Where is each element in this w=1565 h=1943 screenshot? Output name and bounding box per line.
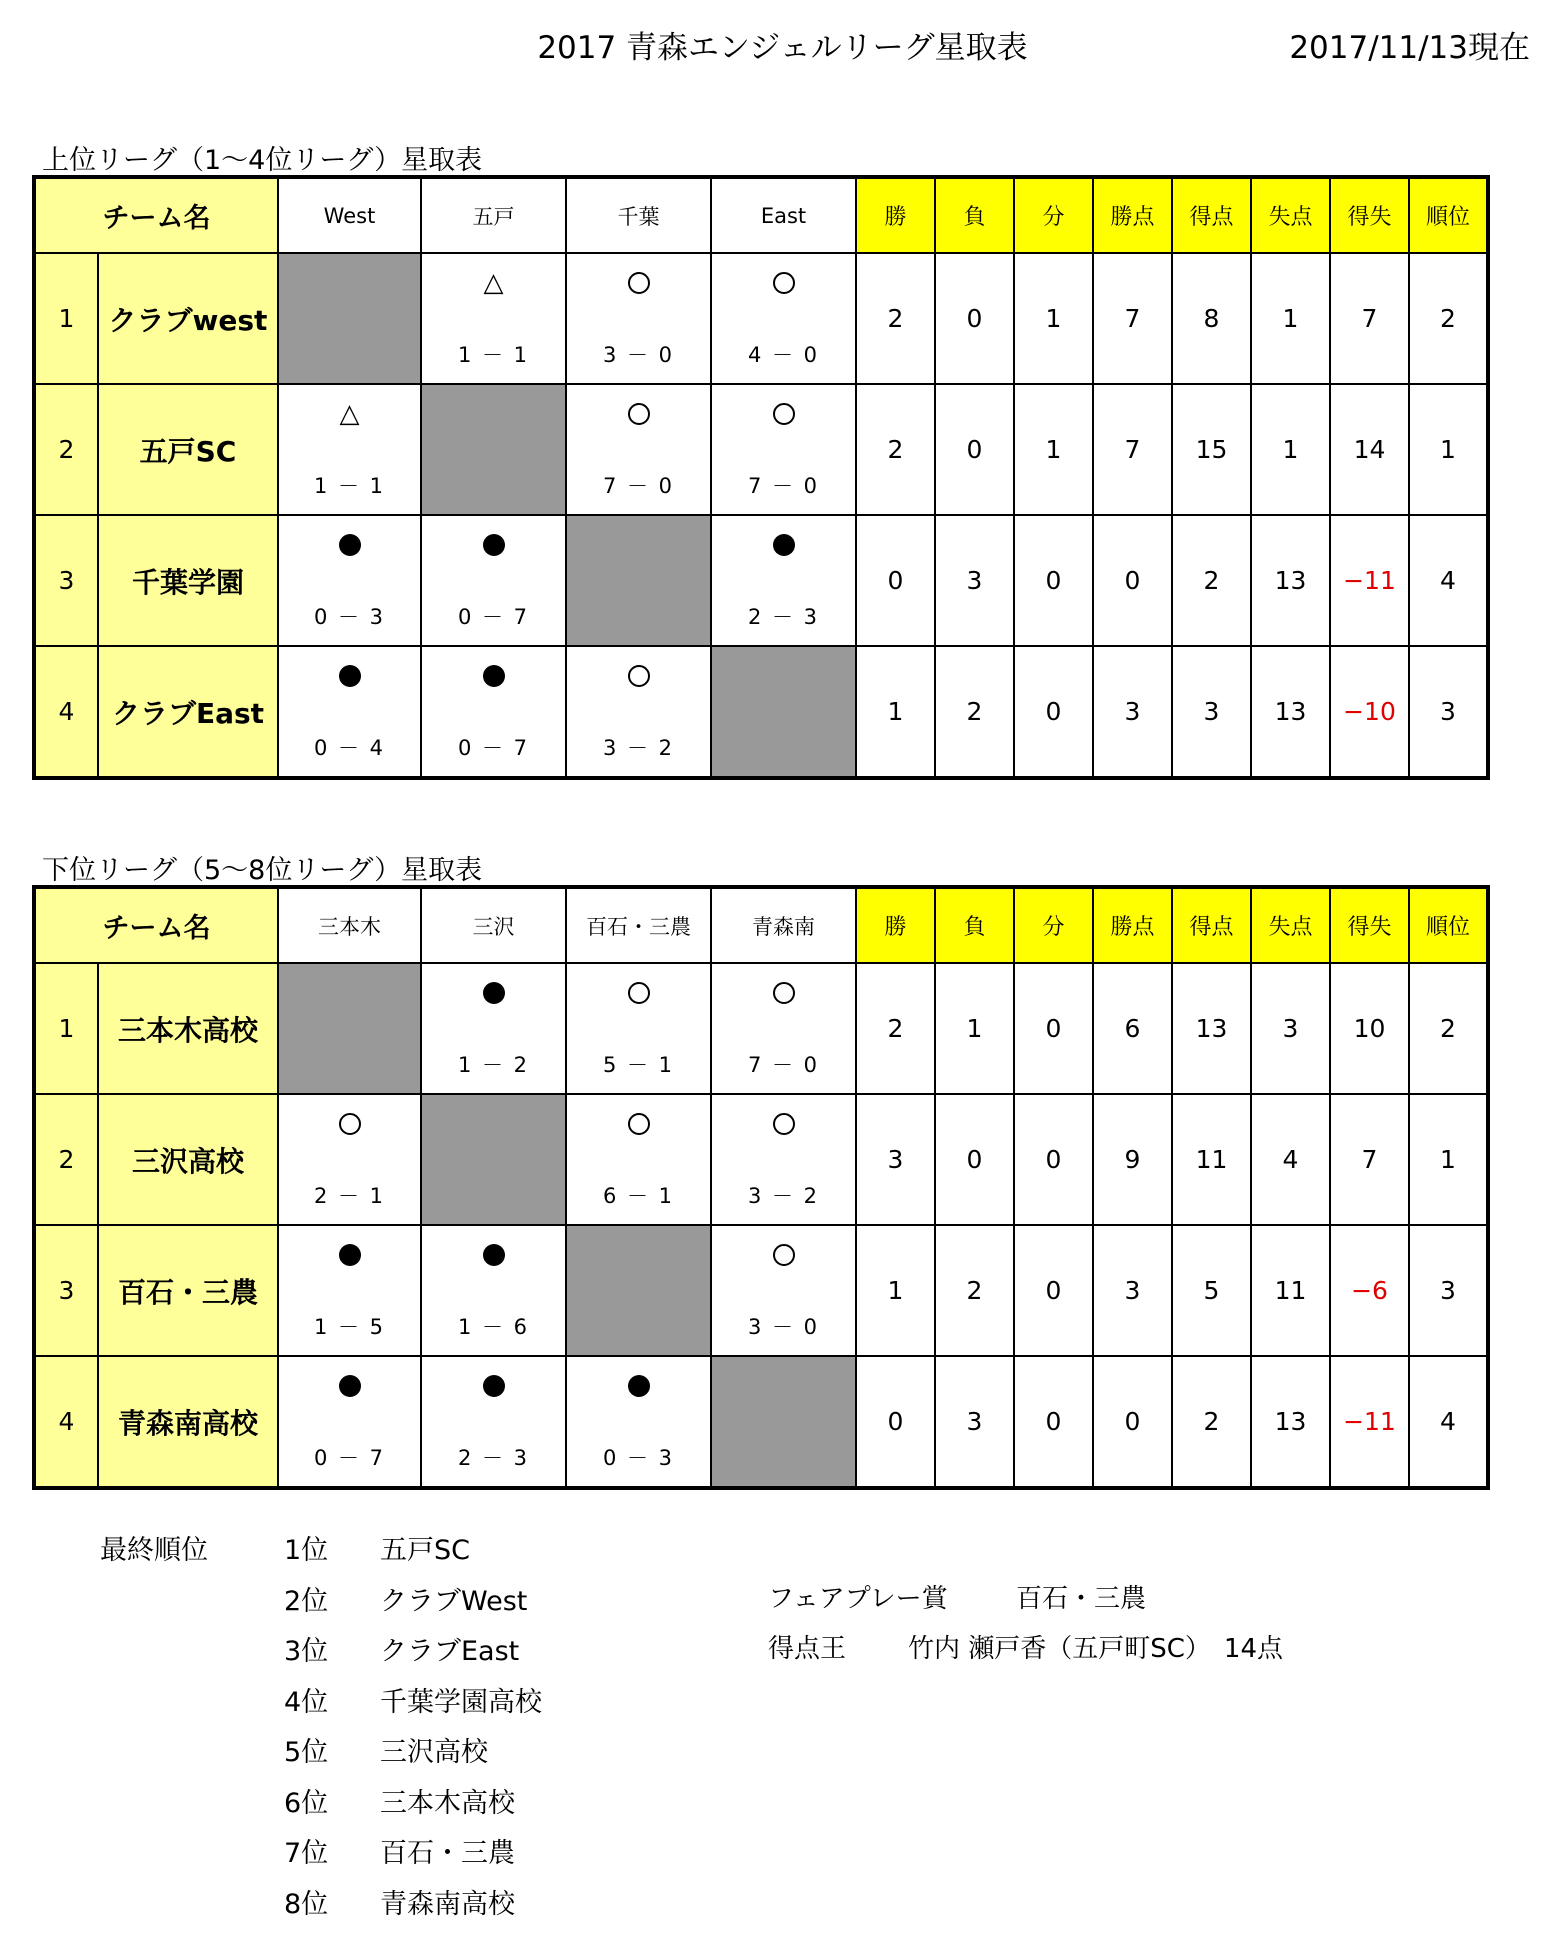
- stat-value: 0: [1093, 515, 1172, 646]
- stat-value: 2: [1409, 963, 1488, 1094]
- match-score: 2 － 1: [313, 1184, 386, 1208]
- stat-value: 0: [935, 1094, 1014, 1225]
- rank-position: 3位: [284, 1636, 329, 1667]
- match-score: 0 － 7: [457, 605, 530, 629]
- fairplay-label: フェアプレー賞: [768, 1584, 948, 1614]
- stat-value: 1: [856, 646, 935, 778]
- match-score: 3 － 0: [747, 1315, 820, 1339]
- team-number: 3: [34, 515, 98, 646]
- win-mark-icon: [279, 1109, 420, 1139]
- match-score: 0 － 3: [313, 605, 386, 629]
- stat-value: 1: [1251, 384, 1330, 515]
- final-ranking-list: [284, 1528, 542, 1932]
- stat-value: 4: [1251, 1094, 1330, 1225]
- list-item: [284, 1579, 542, 1630]
- stat-column-header: 失点: [1251, 177, 1330, 253]
- stat-value: 3: [1093, 1225, 1172, 1356]
- stat-column-header: 分: [1014, 177, 1093, 253]
- draw-mark-icon: [422, 268, 565, 298]
- match-cell: [711, 963, 856, 1094]
- table-row: [34, 963, 1488, 1094]
- match-cell: [421, 253, 566, 384]
- stat-value: 1: [1014, 253, 1093, 384]
- self-match-cell: [566, 1225, 711, 1356]
- page-title: 2017 青森エンジェルリーグ星取表: [537, 30, 1028, 66]
- win-mark-icon: [567, 268, 710, 298]
- team-name: クラブEast: [98, 646, 278, 778]
- team-number: 4: [34, 1356, 98, 1488]
- match-score: 3 － 2: [747, 1184, 820, 1208]
- stat-value: 11: [1251, 1225, 1330, 1356]
- self-match-cell: [278, 253, 421, 384]
- stat-value: −11: [1330, 515, 1409, 646]
- league-table: [32, 175, 1490, 780]
- stat-column-header: 勝: [856, 177, 935, 253]
- stat-value: 0: [1093, 1356, 1172, 1488]
- opponent-column-header: West: [278, 177, 421, 253]
- rank-team: クラブEast: [380, 1636, 520, 1667]
- match-cell: [566, 1356, 711, 1488]
- stat-value: 2: [1172, 515, 1251, 646]
- rank-position: 5位: [284, 1737, 329, 1768]
- list-item: [284, 1629, 542, 1680]
- match-cell: [278, 1225, 421, 1356]
- team-name: 五戸SC: [98, 384, 278, 515]
- match-cell: [711, 515, 856, 646]
- rank-team: 三本木高校: [380, 1787, 515, 1819]
- match-score: 0 － 3: [602, 1446, 675, 1470]
- match-cell: [711, 1225, 856, 1356]
- rank-team: 百石・三農: [380, 1838, 515, 1869]
- lose-mark-icon: [567, 1371, 710, 1401]
- rank-position: 1位: [284, 1535, 329, 1566]
- match-cell: [278, 646, 421, 778]
- as-of-date: 2017/11/13現在: [1289, 30, 1530, 66]
- league-title: 上位リーグ（1～4位リーグ）星取表: [42, 145, 483, 176]
- match-score: 0 － 7: [313, 1446, 386, 1470]
- match-score: 1 － 6: [457, 1315, 530, 1339]
- stat-value: 9: [1093, 1094, 1172, 1225]
- stat-value: 11: [1172, 1094, 1251, 1225]
- stat-column-header: 勝点: [1093, 177, 1172, 253]
- match-cell: [278, 515, 421, 646]
- match-cell: [421, 1356, 566, 1488]
- self-match-cell: [421, 384, 566, 515]
- match-cell: [711, 384, 856, 515]
- opponent-column-header: 三沢: [421, 887, 566, 963]
- match-score: 1 － 1: [457, 343, 530, 367]
- draw-mark-icon: [279, 399, 420, 429]
- win-mark-icon: [567, 399, 710, 429]
- stat-value: 2: [856, 253, 935, 384]
- stat-value: 13: [1172, 963, 1251, 1094]
- lose-mark-icon: [279, 661, 420, 691]
- stat-value: 4: [1409, 515, 1488, 646]
- rank-team: 青森南高校: [380, 1888, 515, 1920]
- match-score: 0 － 7: [457, 736, 530, 760]
- stat-value: 7: [1330, 1094, 1409, 1225]
- table-row: [34, 515, 1488, 646]
- top-scorer-value: 竹内 瀬戸香（五戸町SC） 14点: [908, 1634, 1284, 1664]
- match-score: 0 － 4: [313, 736, 386, 760]
- rank-team: 千葉学園高校: [380, 1686, 542, 1718]
- stat-value: −10: [1330, 646, 1409, 778]
- match-cell: [421, 963, 566, 1094]
- stat-value: 3: [1251, 963, 1330, 1094]
- match-score: 7 － 0: [602, 474, 675, 498]
- stat-column-header: 分: [1014, 887, 1093, 963]
- stat-value: 6: [1093, 963, 1172, 1094]
- stat-column-header: 順位: [1409, 177, 1488, 253]
- stat-value: 8: [1172, 253, 1251, 384]
- stat-value: 1: [1251, 253, 1330, 384]
- stat-value: 0: [1014, 646, 1093, 778]
- stat-value: 7: [1330, 253, 1409, 384]
- match-score: 2 － 3: [457, 1446, 530, 1470]
- stat-value: 15: [1172, 384, 1251, 515]
- self-match-cell: [566, 515, 711, 646]
- stat-column-header: 失点: [1251, 887, 1330, 963]
- fairplay-award: [768, 1578, 1283, 1628]
- league-title: 下位リーグ（5～8位リーグ）星取表: [42, 855, 483, 886]
- stat-value: 0: [1014, 1094, 1093, 1225]
- rank-position: 7位: [284, 1838, 329, 1869]
- team-name: クラブwest: [98, 253, 278, 384]
- lose-mark-icon: [422, 661, 565, 691]
- stat-value: −6: [1330, 1225, 1409, 1356]
- team-name: 三沢高校: [98, 1094, 278, 1225]
- stat-value: 13: [1251, 1356, 1330, 1488]
- stat-value: 2: [935, 646, 1014, 778]
- table-row: [34, 384, 1488, 515]
- win-mark-icon: [712, 978, 855, 1008]
- stat-value: 1: [1409, 1094, 1488, 1225]
- match-score: 2 － 3: [747, 605, 820, 629]
- league-table: [32, 885, 1490, 1490]
- team-number: 1: [34, 963, 98, 1094]
- stat-value: 2: [1409, 253, 1488, 384]
- opponent-column-header: 百石・三農: [566, 887, 711, 963]
- stat-value: 13: [1251, 515, 1330, 646]
- self-match-cell: [421, 1094, 566, 1225]
- self-match-cell: [278, 963, 421, 1094]
- team-name: 百石・三農: [98, 1225, 278, 1356]
- stat-value: −11: [1330, 1356, 1409, 1488]
- stat-value: 0: [856, 1356, 935, 1488]
- opponent-column-header: East: [711, 177, 856, 253]
- list-item: [284, 1528, 542, 1579]
- stat-value: 1: [1014, 384, 1093, 515]
- list-item: [284, 1831, 542, 1882]
- stat-value: 2: [856, 384, 935, 515]
- list-item: [284, 1730, 542, 1781]
- match-score: 6 － 1: [602, 1184, 675, 1208]
- rank-position: 6位: [284, 1787, 329, 1819]
- lose-mark-icon: [422, 1371, 565, 1401]
- table-header-row: [34, 887, 1488, 963]
- lose-mark-icon: [422, 1240, 565, 1270]
- stat-value: 5: [1172, 1225, 1251, 1356]
- stat-value: 0: [1014, 515, 1093, 646]
- opponent-column-header: 千葉: [566, 177, 711, 253]
- match-cell: [566, 1094, 711, 1225]
- stat-value: 2: [935, 1225, 1014, 1356]
- match-score: 1 － 5: [313, 1315, 386, 1339]
- stat-value: 7: [1093, 253, 1172, 384]
- match-cell: [711, 253, 856, 384]
- team-column-header: チーム名: [34, 177, 278, 253]
- stat-value: 1: [856, 1225, 935, 1356]
- stat-value: 7: [1093, 384, 1172, 515]
- match-score: 1 － 1: [313, 474, 386, 498]
- stat-value: 2: [856, 963, 935, 1094]
- final-ranking-label: 最終順位: [100, 1535, 208, 1566]
- lose-mark-icon: [279, 1371, 420, 1401]
- list-item: [284, 1882, 542, 1933]
- lose-mark-icon: [279, 530, 420, 560]
- team-name: 青森南高校: [98, 1356, 278, 1488]
- stat-column-header: 負: [935, 887, 1014, 963]
- rank-position: 2位: [284, 1585, 329, 1617]
- match-cell: [421, 515, 566, 646]
- rank-team: 五戸SC: [380, 1535, 470, 1566]
- stat-value: 1: [1409, 384, 1488, 515]
- top-scorer-award: [768, 1628, 1283, 1678]
- stat-value: 0: [935, 384, 1014, 515]
- rank-team: 三沢高校: [380, 1737, 488, 1768]
- stat-column-header: 負: [935, 177, 1014, 253]
- stat-value: 14: [1330, 384, 1409, 515]
- self-match-cell: [711, 646, 856, 778]
- team-number: 2: [34, 384, 98, 515]
- match-cell: [566, 384, 711, 515]
- stat-column-header: 得失: [1330, 887, 1409, 963]
- team-number: 4: [34, 646, 98, 778]
- match-score: 1 － 2: [457, 1053, 530, 1077]
- team-name: 千葉学園: [98, 515, 278, 646]
- match-score: 7 － 0: [747, 1053, 820, 1077]
- stat-column-header: 勝: [856, 887, 935, 963]
- match-cell: [421, 646, 566, 778]
- team-number: 3: [34, 1225, 98, 1356]
- stat-column-header: 勝点: [1093, 887, 1172, 963]
- win-mark-icon: [712, 268, 855, 298]
- win-mark-icon: [567, 1109, 710, 1139]
- win-mark-icon: [712, 399, 855, 429]
- opponent-column-header: 五戸: [421, 177, 566, 253]
- lose-mark-icon: [422, 530, 565, 560]
- stat-value: 13: [1251, 646, 1330, 778]
- rank-team: クラブWest: [380, 1585, 528, 1617]
- team-name: 三本木高校: [98, 963, 278, 1094]
- match-score: 3 － 0: [602, 343, 675, 367]
- stat-value: 0: [935, 253, 1014, 384]
- table-row: [34, 646, 1488, 778]
- stat-value: 0: [1014, 1356, 1093, 1488]
- self-match-cell: [711, 1356, 856, 1488]
- stat-value: 0: [856, 515, 935, 646]
- match-cell: [566, 963, 711, 1094]
- list-item: [284, 1781, 542, 1832]
- stat-value: 3: [1409, 646, 1488, 778]
- win-mark-icon: [712, 1109, 855, 1139]
- stat-value: 3: [935, 515, 1014, 646]
- stat-value: 2: [1172, 1356, 1251, 1488]
- table-row: [34, 1094, 1488, 1225]
- match-score: 7 － 0: [747, 474, 820, 498]
- stat-column-header: 順位: [1409, 887, 1488, 963]
- opponent-column-header: 青森南: [711, 887, 856, 963]
- match-score: 3 － 2: [602, 736, 675, 760]
- stat-column-header: 得点: [1172, 177, 1251, 253]
- match-cell: [278, 1356, 421, 1488]
- top-scorer-label: 得点王: [768, 1634, 847, 1664]
- team-number: 2: [34, 1094, 98, 1225]
- match-cell: [566, 646, 711, 778]
- opponent-column-header: 三本木: [278, 887, 421, 963]
- table-row: [34, 1356, 1488, 1488]
- match-score: 5 － 1: [602, 1053, 675, 1077]
- lose-mark-icon: [422, 978, 565, 1008]
- awards: [768, 1578, 1283, 1678]
- team-number: 1: [34, 253, 98, 384]
- match-score: 4 － 0: [747, 343, 820, 367]
- stat-value: 0: [1014, 1225, 1093, 1356]
- rank-position: 8位: [284, 1888, 329, 1920]
- fairplay-team: 百石・三農: [1016, 1584, 1147, 1614]
- match-cell: [566, 253, 711, 384]
- match-cell: [711, 1094, 856, 1225]
- stat-value: 10: [1330, 963, 1409, 1094]
- win-mark-icon: [567, 978, 710, 1008]
- table-row: [34, 253, 1488, 384]
- stat-value: 3: [1093, 646, 1172, 778]
- stat-value: 3: [1172, 646, 1251, 778]
- stat-value: 4: [1409, 1356, 1488, 1488]
- stat-column-header: 得点: [1172, 887, 1251, 963]
- stat-value: 3: [1409, 1225, 1488, 1356]
- stat-column-header: 得失: [1330, 177, 1409, 253]
- match-cell: [278, 1094, 421, 1225]
- win-mark-icon: [567, 661, 710, 691]
- table-header-row: [34, 177, 1488, 253]
- table-row: [34, 1225, 1488, 1356]
- rank-position: 4位: [284, 1686, 329, 1718]
- stat-value: 3: [935, 1356, 1014, 1488]
- stat-value: 0: [1014, 963, 1093, 1094]
- stat-value: 3: [856, 1094, 935, 1225]
- win-mark-icon: [712, 1240, 855, 1270]
- lose-mark-icon: [279, 1240, 420, 1270]
- lose-mark-icon: [712, 530, 855, 560]
- team-column-header: チーム名: [34, 887, 278, 963]
- stat-value: 1: [935, 963, 1014, 1094]
- list-item: [284, 1680, 542, 1731]
- match-cell: [421, 1225, 566, 1356]
- match-cell: [278, 384, 421, 515]
